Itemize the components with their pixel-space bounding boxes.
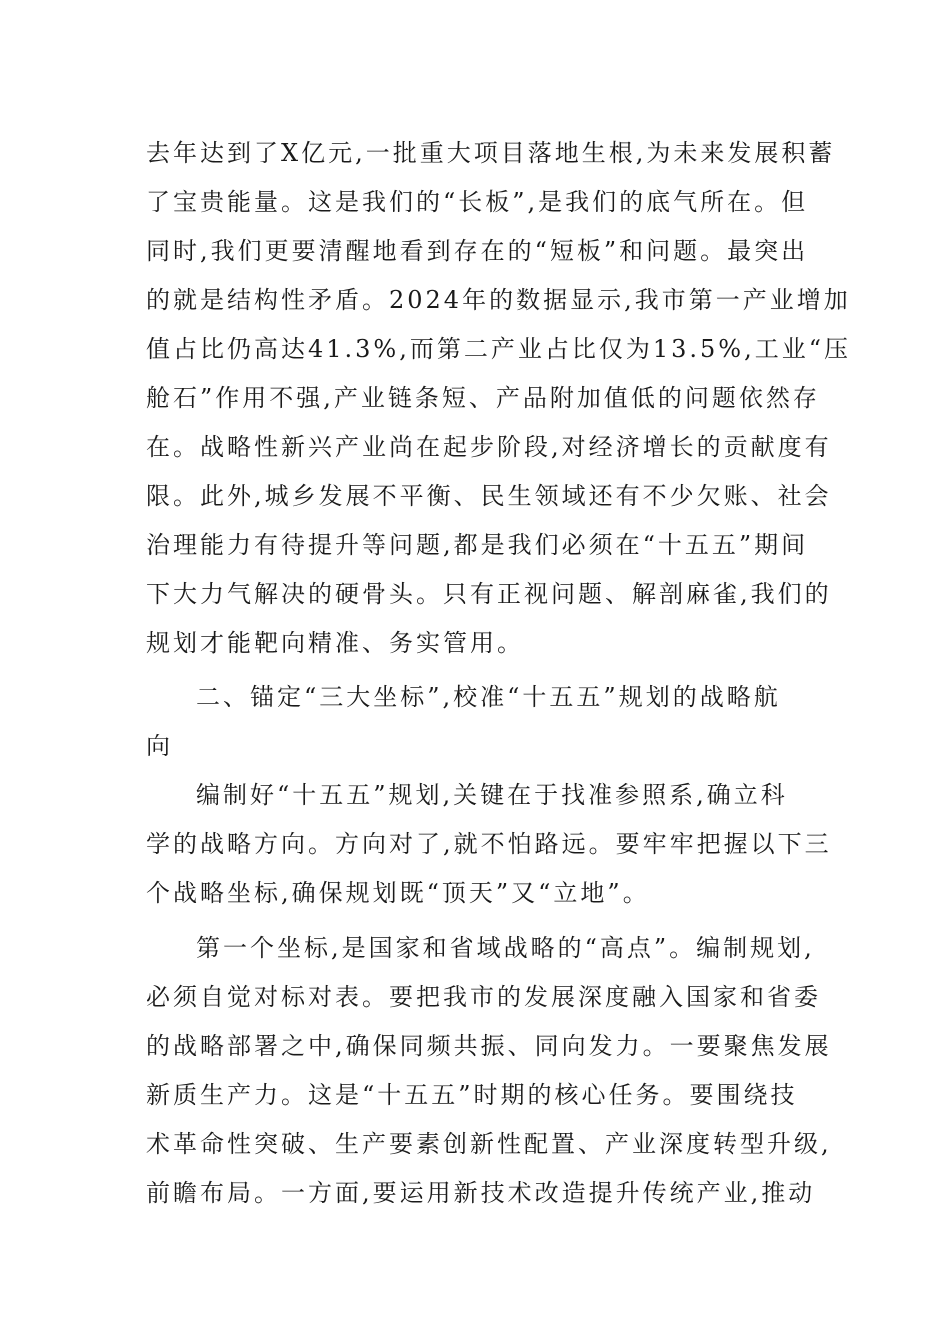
text-line: 值占比仍高达41.3%,而第二产业占比仅为13.5%,工业“压: [146, 335, 852, 363]
text-line: 必须自觉对标对表。要把我市的发展深度融入国家和省委: [146, 983, 821, 1011]
text-line: 第一个坐标,是国家和省域战略的“高点”。编制规划,: [196, 934, 815, 962]
text-line: 编制好“十五五”规划,关键在于找准参照系,确立科: [196, 781, 788, 809]
text-line: 术革命性突破、生产要素创新性配置、产业深度转型升级,: [146, 1130, 832, 1158]
section-heading-continued: 向: [146, 732, 173, 760]
text-line: 学的战略方向。方向对了,就不怕路远。要牢牢把握以下三: [146, 830, 832, 858]
section-heading: 二、锚定“三大坐标”,校准“十五五”规划的战略航: [196, 683, 781, 711]
text-line: 新质生产力。这是“十五五”时期的核心任务。要围绕技: [146, 1081, 798, 1109]
text-line: 了宝贵能量。这是我们的“长板”,是我们的底气所在。但: [146, 188, 809, 216]
text-line: 个战略坐标,确保规划既“顶天”又“立地”。: [146, 879, 650, 907]
text-line: 在。战略性新兴产业尚在起步阶段,对经济增长的贡献度有: [146, 433, 832, 461]
text-line: 的就是结构性矛盾。2024年的数据显示,我市第一产业增加: [146, 286, 851, 314]
text-line: 舱石”作用不强,产业链条短、产品附加值低的问题依然存: [146, 384, 820, 412]
text-line: 去年达到了X亿元,一批重大项目落地生根,为未来发展积蓄: [146, 139, 836, 167]
text-line: 限。此外,城乡发展不平衡、民生领域还有不少欠账、社会: [146, 482, 832, 510]
text-line: 下大力气解决的硬骨头。只有正视问题、解剖麻雀,我们的: [146, 580, 832, 608]
text-line: 治理能力有待提升等问题,都是我们必须在“十五五”期间: [146, 531, 809, 559]
text-line: 同时,我们更要清醒地看到存在的“短板”和问题。最突出: [146, 237, 809, 265]
text-line: 前瞻布局。一方面,要运用新技术改造提升传统产业,推动: [146, 1179, 816, 1207]
text-line: 规划才能靶向精准、务实管用。: [146, 629, 524, 657]
text-line: 的战略部署之中,确保同频共振、同向发力。一要聚焦发展: [146, 1032, 832, 1060]
